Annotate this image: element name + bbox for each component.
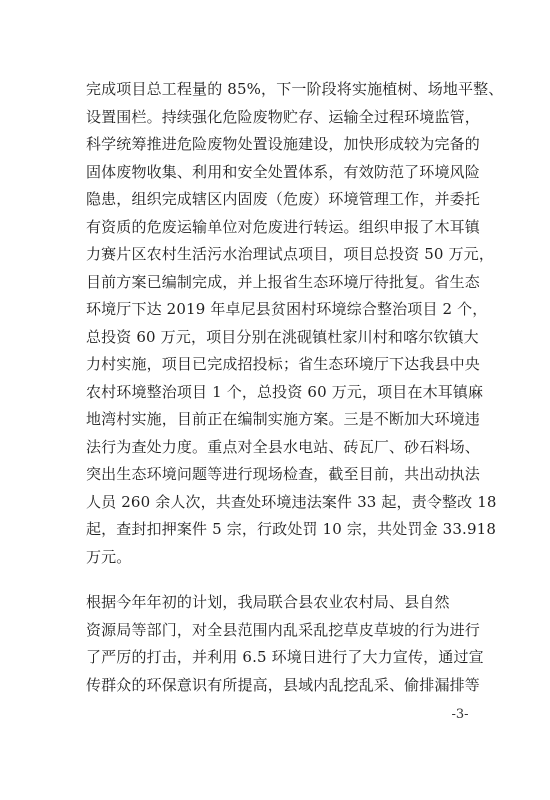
paragraph-gap bbox=[86, 571, 478, 589]
text-line: 科学统筹推进危险废物处置设施建设，加快形成较为完备的 bbox=[86, 135, 480, 153]
text-line: 完成项目总工程量的 85%，下一阶段将实施植树、场地平整、 bbox=[86, 80, 504, 98]
text-line: 起，查封扣押案件 5 宗，行政处罚 10 宗，共处罚金 33.918 bbox=[86, 520, 497, 538]
text-line: 总投资 60 万元，项目分别在洮砚镇杜家川村和喀尔钦镇大 bbox=[86, 327, 479, 346]
paragraph-1 bbox=[86, 76, 504, 571]
text-line: 人员 260 余人次，共查处环境违法案件 33 起，责令整改 18 bbox=[86, 492, 497, 511]
text-line: 传群众的环保意识有所提高，县域内乱挖乱采、偷排漏排等 bbox=[86, 675, 480, 694]
text-line: 环境厅下达 2019 年卓尼县贫困村环境综合整治项目 2 个， bbox=[86, 300, 488, 318]
paragraph-2 bbox=[86, 589, 484, 699]
text-line: 有资质的危废运输单位对危废进行转运。组织申报了木耳镇 bbox=[86, 217, 480, 236]
text-line: 固体废物收集、利用和安全处置体系，有效防范了环境风险 bbox=[86, 162, 480, 181]
text-line: 根据今年年初的计划，我局联合县农业农村局、县自然 bbox=[86, 593, 450, 611]
text-line: 设置围栏。持续强化危险废物贮存、运输全过程环境监管， bbox=[86, 107, 480, 126]
text-line: 资源局等部门，对全县范围内乱采乱挖草皮草坡的行为进行 bbox=[86, 620, 480, 639]
text-line: 突出生态环境问题等进行现场检查，截至目前，共出动执法 bbox=[86, 465, 480, 483]
text-line: 目前方案已编制完成，并上报省生态环境厅待批复。省生态 bbox=[86, 272, 480, 291]
text-line: 隐患，组织完成辖区内固废（危废）环境管理工作，并委托 bbox=[86, 190, 480, 208]
page-number: -3- bbox=[451, 707, 469, 722]
text-line: 力赛片区农村生活污水治理试点项目，项目总投资 50 万元， bbox=[86, 245, 494, 263]
text-line: 力村实施，项目已完成招投标；省生态环境厅下达我县中央 bbox=[86, 355, 480, 373]
document-body bbox=[86, 76, 504, 699]
text-line: 法行为查处力度。重点对全县水电站、砖瓦厂、砂石料场、 bbox=[86, 437, 480, 456]
text-line: 万元。 bbox=[86, 547, 132, 566]
text-line: 农村环境整治项目 1 个，总投资 60 万元，项目在木耳镇麻 bbox=[86, 382, 484, 401]
text-line: 地湾村实施，目前正在编制实施方案。三是不断加大环境违 bbox=[86, 410, 480, 428]
text-line: 了严厉的打击，并利用 6.5 环境日进行了大力宣传，通过宣 bbox=[86, 648, 484, 666]
